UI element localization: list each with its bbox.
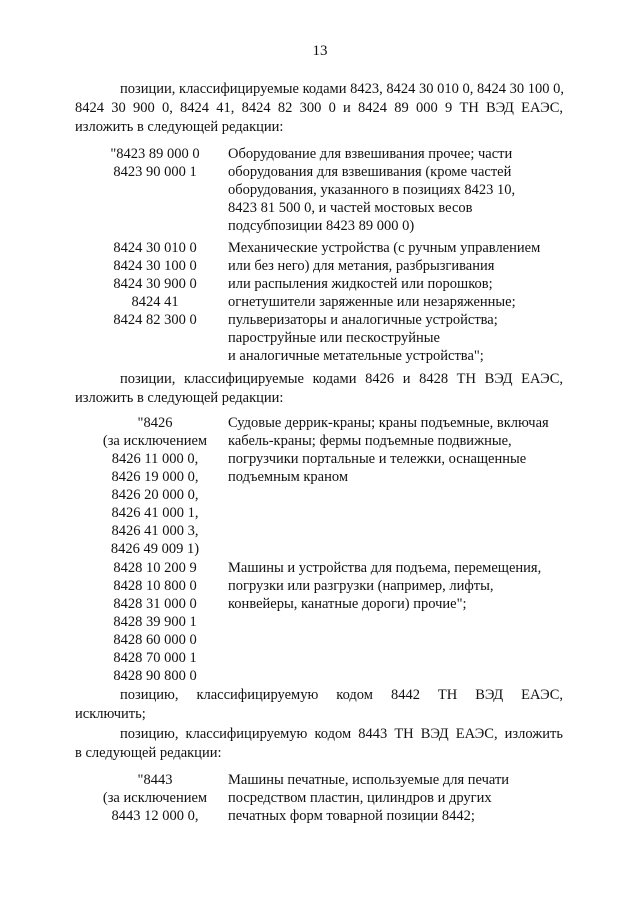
code-entry: 8428 70 000 1 bbox=[113, 650, 197, 666]
description-line: Механические устройства (с ручным управлением bbox=[228, 240, 541, 256]
description bbox=[228, 414, 568, 486]
code-list bbox=[75, 414, 235, 558]
description-line: Машины печатные, используемые для печати bbox=[228, 772, 510, 788]
description-line: кабель-краны; фермы подъемные подвижные, bbox=[228, 433, 512, 449]
code-entry: 8443 12 000 0, bbox=[111, 808, 199, 824]
code-entry: "8423 89 000 0 bbox=[110, 146, 200, 162]
description bbox=[228, 239, 568, 365]
description-line: посредством пластин, цилиндров и других bbox=[228, 790, 492, 806]
description-line: печатных форм товарной позиции 8442; bbox=[228, 808, 475, 824]
code-entry: 8424 30 100 0 bbox=[113, 258, 197, 274]
paragraph-line: изложить в следующей редакции: bbox=[75, 390, 284, 406]
description-line: оборудования для взвешивания (кроме частей bbox=[228, 164, 512, 180]
description-line: или без него) для метания, разбрызгивания bbox=[228, 258, 495, 274]
page-number: 13 bbox=[312, 43, 328, 59]
description-line: подсубпозиции 8423 89 000 0) bbox=[228, 218, 415, 234]
code-list bbox=[75, 145, 235, 181]
paragraph-line: 8424 30 900 0, 8424 41, 8424 82 300 0 и 8424 89 000 9 ТН ВЭД ЕАЭС, bbox=[75, 100, 563, 116]
code-entry: (за исключением bbox=[102, 433, 208, 449]
description bbox=[228, 771, 568, 825]
code-entry: 8428 10 800 0 bbox=[113, 578, 197, 594]
code-entry: 8426 49 009 1) bbox=[110, 541, 200, 557]
code-entry: 8426 41 000 3, bbox=[111, 523, 199, 539]
paragraph-line: исключить; bbox=[75, 706, 146, 722]
description bbox=[228, 559, 568, 613]
code-entry: 8426 41 000 1, bbox=[111, 505, 199, 521]
code-entry: 8426 20 000 0, bbox=[111, 487, 199, 503]
description-line: погрузки или разгрузки (например, лифты, bbox=[228, 578, 494, 594]
description-line: подъемным краном bbox=[228, 469, 349, 485]
code-entry: "8426 bbox=[137, 415, 173, 431]
code-entry: (за исключением bbox=[102, 790, 208, 806]
code-entry: 8428 39 900 1 bbox=[113, 614, 197, 630]
paragraph-2 bbox=[75, 370, 563, 408]
paragraph-line: позицию, классифицируемую кодом 8443 ТН ВЭД ЕАЭС, изложить bbox=[120, 726, 563, 742]
code-entry: 8423 90 000 1 bbox=[113, 164, 197, 180]
description bbox=[228, 145, 568, 235]
description-line: и аналогичные метательные устройства"; bbox=[228, 348, 484, 364]
description-line: Оборудование для взвешивания прочее; части bbox=[228, 146, 513, 162]
description-line: оборудования, указанного в позициях 8423 10, bbox=[228, 182, 516, 198]
paragraph-line: изложить в следующей редакции: bbox=[75, 119, 284, 135]
paragraph-line: позиции, классифицируемые кодами 8426 и 8428 ТН ВЭД ЕАЭС, bbox=[120, 371, 563, 387]
code-entry: 8424 41 bbox=[131, 294, 179, 310]
paragraph-3 bbox=[75, 686, 563, 724]
paragraph-line: в следующей редакции: bbox=[75, 745, 222, 761]
description-line: огнетушители заряженные или незаряженные; bbox=[228, 294, 516, 310]
paragraph-line: позицию, классифицируемую кодом 8442 ТН ВЭД ЕАЭС, bbox=[120, 687, 563, 703]
code-entry: 8428 31 000 0 bbox=[113, 596, 197, 612]
code-entry: 8426 19 000 0, bbox=[111, 469, 199, 485]
paragraph-1 bbox=[75, 80, 563, 137]
description-line: Судовые деррик-краны; краны подъемные, включая bbox=[228, 415, 549, 431]
code-entry: 8426 11 000 0, bbox=[111, 451, 199, 467]
paragraph-4 bbox=[75, 725, 563, 763]
description-line: конвейеры, канатные дороги) прочие"; bbox=[228, 596, 467, 612]
code-entry: 8424 30 900 0 bbox=[113, 276, 197, 292]
description-line: 8423 81 500 0, и частей мостовых весов bbox=[228, 200, 473, 216]
code-entry: 8428 90 800 0 bbox=[113, 668, 197, 684]
paragraph-line: позиции, классифицируемые кодами 8423, 8424 30 010 0, 8424 30 100 0, bbox=[120, 81, 564, 97]
description-line: погрузчики портальные и тележки, оснащенные bbox=[228, 451, 527, 467]
description-line: или распыления жидкостей или порошков; bbox=[228, 276, 493, 292]
code-entry: 8428 60 000 0 bbox=[113, 632, 197, 648]
code-entry: 8428 10 200 9 bbox=[113, 560, 197, 576]
code-entry: 8424 30 010 0 bbox=[113, 240, 197, 256]
code-entry: 8424 82 300 0 bbox=[113, 312, 197, 328]
code-list bbox=[75, 239, 235, 329]
code-list bbox=[75, 559, 235, 685]
description-line: Машины и устройства для подъема, перемещения, bbox=[228, 560, 542, 576]
description-line: пульверизаторы и аналогичные устройства; bbox=[228, 312, 498, 328]
description-line: пароструйные или пескоструйные bbox=[228, 330, 440, 346]
code-list bbox=[75, 771, 235, 825]
code-entry: "8443 bbox=[137, 772, 173, 788]
